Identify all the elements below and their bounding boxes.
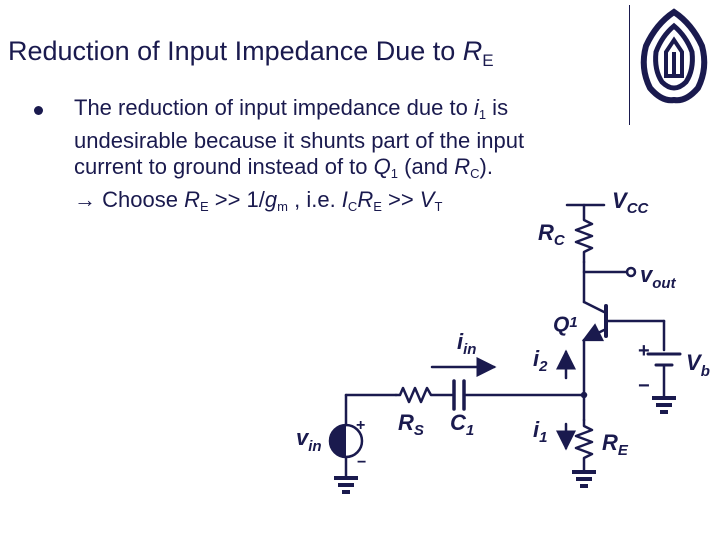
vin-minus-sign: − — [357, 454, 367, 471]
title-sub: E — [482, 51, 494, 70]
title-var: R — [462, 36, 483, 66]
bullet-line-3: current to ground instead of to $Q_1$ (and $R_C$). — [74, 154, 493, 181]
vout-terminal — [627, 268, 635, 276]
i1-label: $i_1$ — [533, 417, 548, 446]
arrow-icon: → — [74, 187, 96, 212]
rc-resistor — [576, 205, 592, 262]
c1-label: $C_1$ — [450, 410, 475, 439]
bullet-line-1: The reduction of input impedance due to $i_1$ is — [74, 95, 509, 122]
vin-plus-sign: + — [356, 417, 366, 434]
iin-label: $i_{in}$ — [457, 329, 477, 358]
transistor-collector — [584, 302, 604, 312]
rc-label: $R_C$ — [538, 220, 565, 249]
q1-label: Q1 — [553, 313, 578, 336]
rs-label: $R_S$ — [398, 410, 424, 439]
vb-plus-sign: + — [638, 340, 650, 362]
transistor-emitter — [584, 330, 604, 340]
re-label: $R_E$ — [602, 430, 628, 459]
vin-source-fill — [330, 425, 346, 457]
vb-minus-sign: − — [638, 375, 650, 397]
i2-label: $i_2$ — [533, 346, 548, 375]
emitter-node — [582, 393, 586, 397]
vcc-label: $V_{CC}$ — [612, 188, 649, 217]
vin-label: $v_{in}$ — [296, 425, 322, 455]
rs-resistor — [396, 388, 452, 402]
vout-label: $v_{out}$ — [640, 262, 676, 292]
vb-label: $V_b$ — [686, 350, 710, 380]
title-text: Reduction of Input Impedance Due to — [8, 36, 463, 66]
bullet-line-2: undesirable because it shunts part of the input — [74, 128, 525, 153]
bullet-line-4: → Choose $R_E >> 1/g_m$ , i.e. $I_CR_E >> V_T$ — [74, 187, 443, 214]
re-resistor — [576, 420, 592, 472]
